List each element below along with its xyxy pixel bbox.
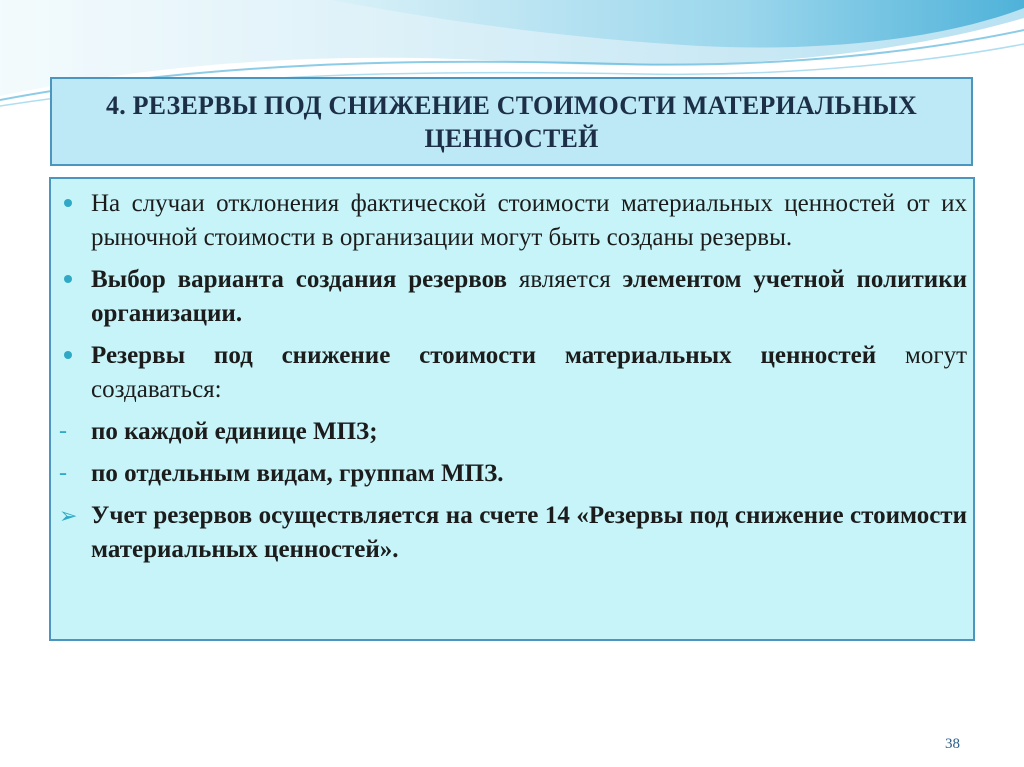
list-item bbox=[91, 263, 967, 331]
content-list bbox=[59, 187, 968, 575]
bullet-text: является bbox=[507, 266, 623, 293]
slide-title: 4. РЕЗЕРВЫ ПОД СНИЖЕНИЕ СТОИМОСТИ МАТЕРИАЛЬНЫХ ЦЕННОСТЕЙ bbox=[106, 90, 917, 153]
bullet-text-bold: элементом учетной политики организации. bbox=[91, 266, 968, 327]
list-item bbox=[59, 499, 967, 567]
list-item bbox=[91, 339, 967, 407]
bullet-text: могут создаваться: bbox=[91, 342, 967, 403]
list-item bbox=[59, 415, 967, 449]
slide-title-box bbox=[50, 77, 973, 166]
arrow-bullet-icon: ➢ bbox=[59, 503, 78, 528]
bullet-text-bold: Резервы под снижение стоимости материальных ценностей bbox=[91, 342, 877, 369]
list-item bbox=[91, 187, 967, 255]
bullet-text-bold: Выбор варианта создания резервов bbox=[91, 266, 507, 293]
content-box bbox=[49, 177, 975, 641]
list-item bbox=[59, 457, 967, 491]
page-number: 38 bbox=[945, 736, 960, 752]
dash-text: по отдельным видам, группам МПЗ. bbox=[91, 460, 504, 487]
bullet-text: На случаи отклонения фактической стоимости материальных ценностей от их рыночной стоимости в организации могут быть созданы резервы. bbox=[91, 190, 967, 251]
bullet-dot-icon bbox=[64, 275, 72, 283]
dash-marker: - bbox=[59, 460, 67, 486]
dash-text: по каждой единице МПЗ; bbox=[91, 418, 378, 445]
arrow-text: Учет резервов осуществляется на счете 14 «Резервы под снижение стоимости материальных ценностей». bbox=[91, 502, 967, 563]
bullet-dot-icon bbox=[64, 351, 72, 359]
bullet-dot-icon bbox=[64, 199, 72, 207]
dash-marker: - bbox=[59, 418, 67, 444]
